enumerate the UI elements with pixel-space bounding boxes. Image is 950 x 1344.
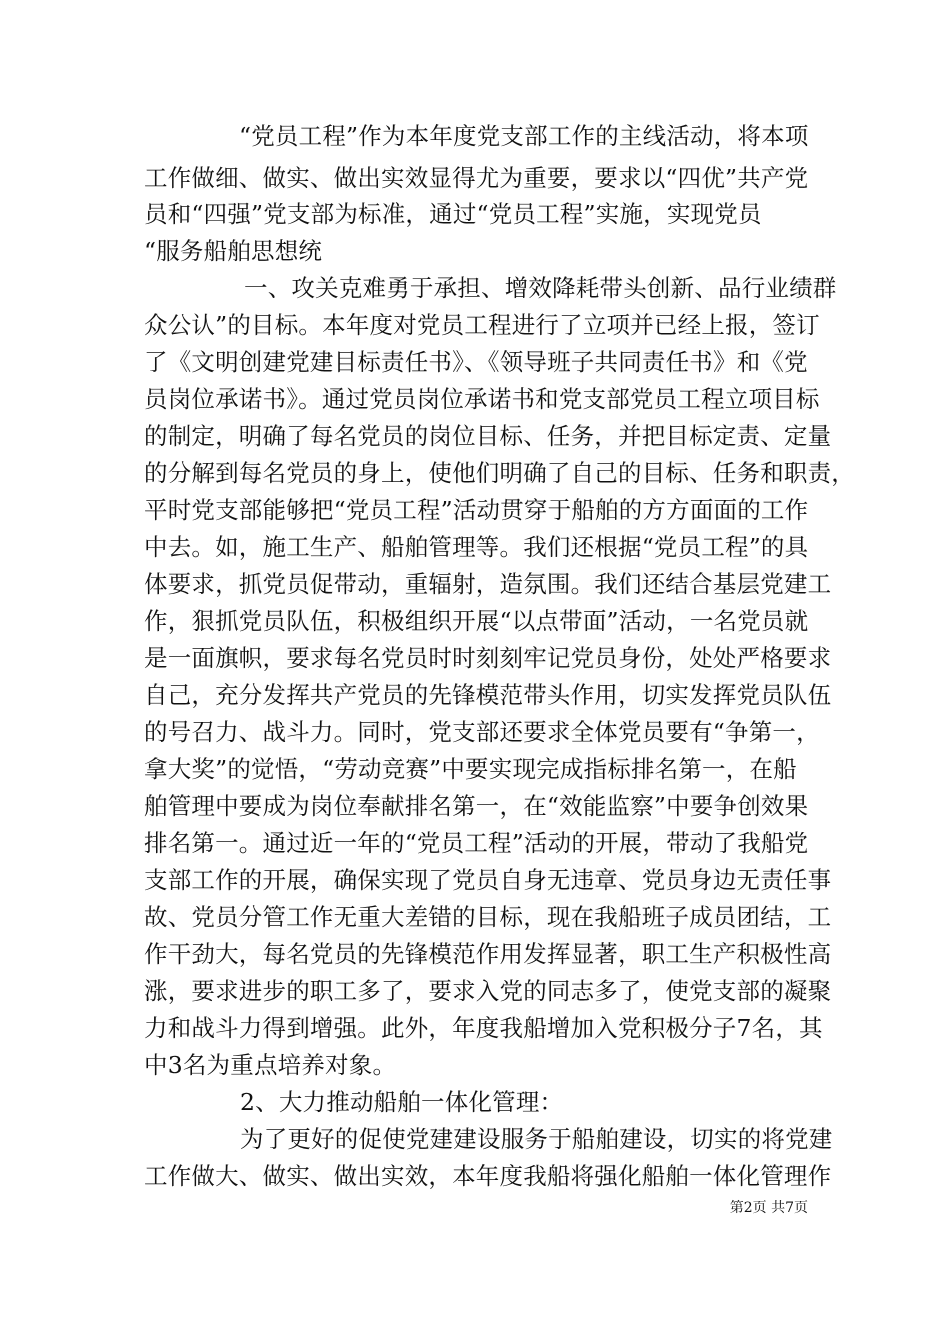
paragraph-line: “党员工程”作为本年度党支部工作的主线活动，将本项 [239,122,809,150]
paragraph-line: 故、党员分管工作无重大差错的目标，现在我船班子成员团结，工 [144,903,832,931]
page-number-footer: 第2页 共7页 [729,1200,808,1216]
paragraph-line: 舶管理中要成为岗位奉献排名第一，在“效能监察”中要争创效果 [144,792,809,820]
paragraph-line: 支部工作的开展，确保实现了党员自身无违章、党员身边无责任事 [144,866,832,894]
paragraph-line: 平时党支部能够把“党员工程”活动贯穿于船舶的方方面面的工作 [144,496,809,524]
paragraph-line: 员岗位承诺书》。通过党员岗位承诺书和党支部党员工程立项目标 [144,385,820,413]
paragraph-line: 作干劲大，每名党员的先锋模范作用发挥显著，职工生产积极性高 [144,940,832,968]
section-heading: 2、大力推动船舶一体化管理： [240,1088,564,1116]
paragraph-line: 力和战斗力得到增强。此外，年度我船增加入党积极分子7名，其 [144,1014,823,1042]
paragraph-line: 中去。如，施工生产、船舶管理等。我们还根据“党员工程”的具 [144,533,809,561]
paragraph-line: 排名第一。通过近一年的“党员工程”活动的开展，带动了我船党 [144,829,809,857]
paragraph-line: 了《文明创建党建目标责任书》、《领导班子共同责任书》和《党 [144,348,808,376]
paragraph-line: 是一面旗帜，要求每名党员时时刻刻牢记党员身份，处处严格要求 [144,644,832,672]
paragraph-line: 工作做细、做实、做出实效显得尤为重要，要求以“四优”共产党 [144,164,809,192]
paragraph-line: 拿大奖”的觉悟，“劳动竞赛”中要实现完成指标排名第一，在船 [144,755,797,783]
paragraph-line: 自己，充分发挥共产党员的先锋模范带头作用，切实发挥党员队伍 [144,681,832,709]
paragraph-line: “服务船舶思想统 [144,237,323,265]
paragraph-line: 作，狠抓党员队伍，积极组织开展“以点带面”活动，一名党员就 [144,607,809,635]
paragraph-line: 的制定，明确了每名党员的岗位目标、任务，并把目标定责、定量 [144,422,832,450]
paragraph-line: 众公认”的目标。本年度对党员工程进行了立项并已经上报，签订 [144,311,820,339]
paragraph-line: 工作做大、做实、做出实效，本年度我船将强化船舶一体化管理作 [144,1162,832,1190]
paragraph-line: 涨，要求进步的职工多了，要求入党的同志多了，使党支部的凝聚 [144,977,832,1005]
paragraph-line: 体要求，抓党员促带动，重辐射，造氛围。我们还结合基层党建工 [144,570,832,598]
paragraph-line: 中3名为重点培养对象。 [144,1051,397,1079]
paragraph-line: 的号召力、战斗力。同时，党支部还要求全体党员要有“争第一， [144,718,820,746]
paragraph-line: 的分解到每名党员的身上，使他们明确了自己的目标、任务和职责， [144,459,855,487]
paragraph-line: 为了更好的促使党建建设服务于船舶建设，切实的将党建 [240,1125,833,1153]
paragraph-line: 员和“四强”党支部为标准，通过“党员工程”实施，实现党员 [144,200,762,228]
paragraph-line: 一、攻关克难勇于承担、增效降耗带头创新、品行业绩群 [244,274,837,302]
